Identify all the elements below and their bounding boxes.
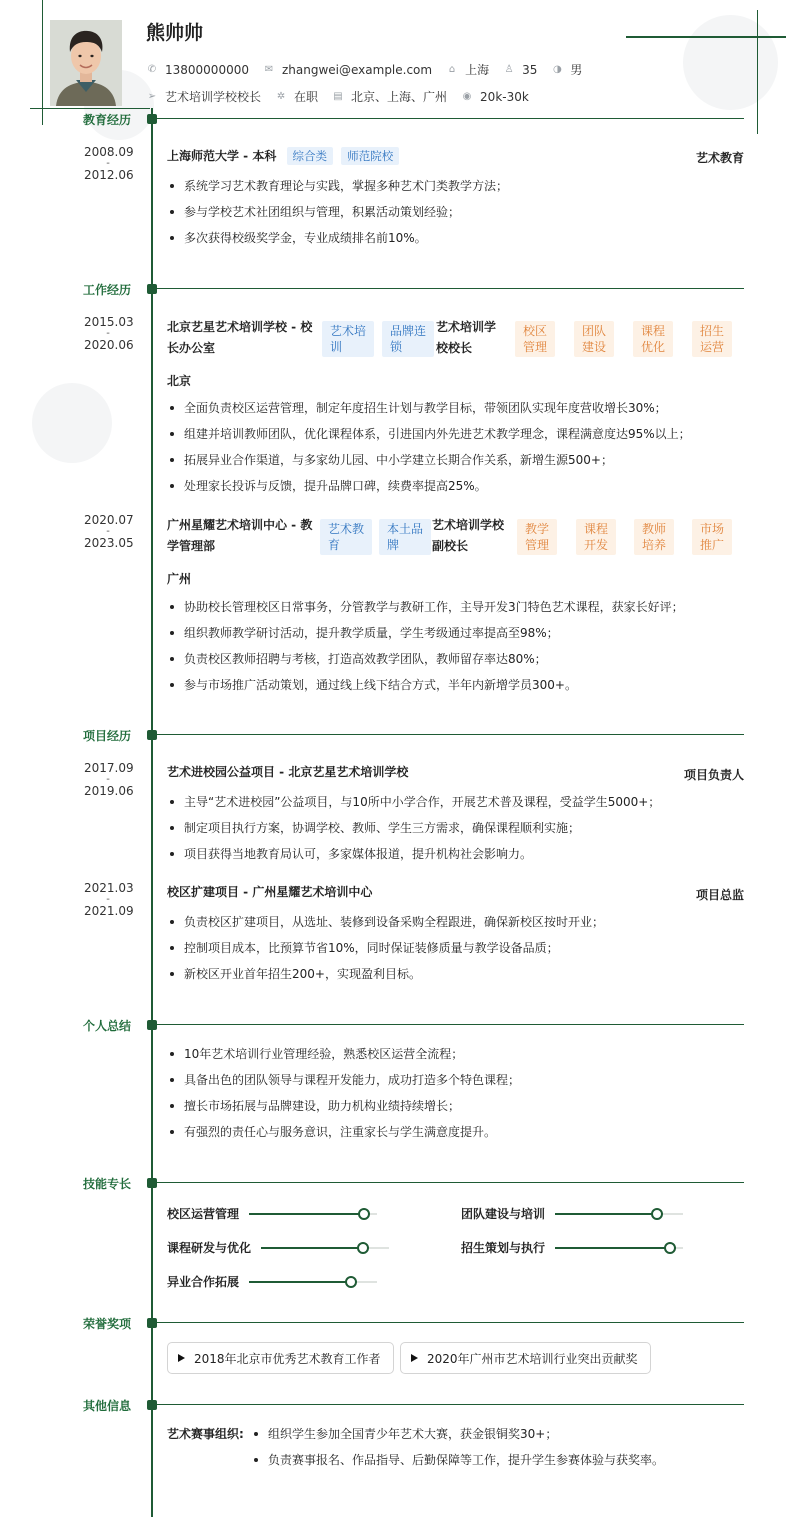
- date-sep: -: [106, 158, 110, 169]
- school-name: 上海师范大学 - 本科: [167, 149, 277, 163]
- school-tag: 师范院校: [341, 147, 399, 165]
- project-date: [84, 762, 132, 797]
- company-tag: [322, 321, 374, 357]
- section-divider: [157, 734, 744, 735]
- skill-name: 招生策划与执行: [461, 1241, 546, 1255]
- play-icon: [411, 1354, 418, 1362]
- section-divider: [157, 1182, 744, 1183]
- date-end: 2023.05: [84, 536, 134, 550]
- skill-tag: [515, 321, 555, 357]
- phone-value: 13800000000: [165, 62, 249, 77]
- skill-name: 团队建设与培训: [461, 1207, 546, 1221]
- project-bullets: [167, 909, 747, 987]
- status-item: [275, 88, 318, 105]
- tag-line: 牌: [387, 538, 400, 552]
- decor-circle-top-right: [683, 15, 778, 110]
- skill-tag: [517, 519, 557, 555]
- skill-fill: [249, 1213, 364, 1215]
- section-title: 工作经历: [83, 283, 132, 297]
- age-icon: ♙: [504, 63, 514, 75]
- list-item: 系统学习艺术教育理论与实践，掌握多种艺术门类教学方法；: [167, 173, 747, 199]
- tag-line: 管理: [523, 340, 548, 354]
- skill-item: [461, 1239, 683, 1256]
- tag-line: 推广: [700, 538, 725, 552]
- skill-fill: [555, 1213, 657, 1215]
- money-icon: ◉: [462, 90, 472, 102]
- skill-tag: [574, 321, 614, 357]
- list-item: 控制项目成本，比预算节省10%，同时保证装修质量与教学设备品质；: [167, 935, 747, 961]
- avatar: [50, 20, 122, 106]
- section-divider: [157, 118, 744, 119]
- skill-fill: [261, 1247, 363, 1249]
- list-item: 擅长市场拓展与品牌建设，助力机构业绩持续增长；: [167, 1093, 747, 1119]
- skill-name: 课程研发与优化: [167, 1241, 252, 1255]
- skill-bar: [249, 1281, 377, 1283]
- list-item: 具备出色的团队领导与课程开发能力，成功打造多个特色课程；: [167, 1067, 747, 1093]
- skill-fill: [555, 1247, 670, 1249]
- honor-text: 2020年广州市艺术培训行业突出贡献奖: [427, 1351, 638, 1366]
- section-marker: [147, 1318, 157, 1328]
- role-line: 副校长: [432, 539, 469, 553]
- decor-line: [42, 0, 43, 125]
- skill-name: 异业合作拓展: [167, 1275, 240, 1289]
- date-end: 2019.06: [84, 784, 134, 798]
- work-city: 广州: [167, 572, 192, 586]
- date-sep: -: [106, 526, 110, 537]
- age-item: [503, 63, 537, 77]
- company-name-line: 广州星耀艺术培训中心 - 教: [167, 518, 313, 532]
- tag-line: 培养: [642, 538, 667, 552]
- tag-line: 艺术培: [330, 324, 367, 338]
- tag-line: 艺术教: [328, 522, 365, 536]
- skill-bar: [555, 1247, 683, 1249]
- section-title: 其他信息: [83, 1399, 132, 1413]
- work-date: [84, 514, 132, 549]
- skill-bar: [249, 1213, 377, 1215]
- section-marker: [147, 114, 157, 124]
- tag-line: 育: [328, 538, 341, 552]
- skill-knob: [345, 1276, 357, 1288]
- position-value: 艺术培训学校校长: [165, 90, 262, 104]
- intent-row: [146, 88, 543, 105]
- send-icon: ➢: [147, 90, 157, 102]
- other-label: 艺术赛事组织:: [167, 1427, 244, 1441]
- project-date: [84, 882, 132, 917]
- job-role: [432, 515, 504, 557]
- tag-line: 品牌连: [390, 324, 427, 338]
- date-end: 2012.06: [84, 168, 134, 182]
- tag-line: 教学: [525, 522, 550, 536]
- date-end: 2020.06: [84, 338, 134, 352]
- skill-item: [167, 1273, 377, 1290]
- decor-line: [626, 36, 786, 38]
- section-title: 荣誉奖项: [83, 1317, 132, 1331]
- email-value: zhangwei@example.com: [281, 62, 433, 77]
- salary-item: [461, 90, 529, 104]
- skill-item: [461, 1205, 683, 1222]
- work-bullets: [167, 395, 747, 499]
- date-start: 2021.03: [84, 881, 134, 895]
- company-tag: [382, 321, 434, 357]
- section-title: 技能专长: [83, 1177, 132, 1191]
- email-item: [263, 63, 432, 77]
- company-tag: [320, 519, 372, 555]
- decor-line: [30, 108, 150, 109]
- section-marker: [147, 1020, 157, 1030]
- date-sep: -: [106, 774, 110, 785]
- target-cities-value: 北京、上海、广州: [351, 90, 448, 104]
- skill-item: [167, 1239, 389, 1256]
- project-bullets: [167, 789, 747, 867]
- work-city: 北京: [167, 374, 192, 388]
- skill-bar: [261, 1247, 389, 1249]
- tag-line: 开发: [584, 538, 609, 552]
- city-item: [446, 61, 489, 78]
- tag-line: 锁: [390, 340, 403, 354]
- play-icon: [178, 1354, 185, 1362]
- company-tag: [379, 519, 431, 555]
- list-item: 协助校长管理校区日常事务，分管教学与教研工作，主导开发3门特色艺术课程，获家长好评；: [167, 594, 747, 620]
- date-sep: -: [106, 894, 110, 905]
- company-heading: [167, 515, 322, 557]
- section-divider: [157, 1322, 744, 1323]
- education-bullets: [167, 173, 747, 251]
- list-item: 处理家长投诉与反馈，提升品牌口碑，续费率提高25%。: [167, 473, 747, 499]
- skill-tag: [576, 519, 616, 555]
- date-start: 2008.09: [84, 145, 134, 159]
- gear-icon: ✲: [276, 90, 286, 102]
- candidate-name: 熊帅帅: [146, 22, 204, 44]
- section-marker: [147, 284, 157, 294]
- skill-knob: [651, 1208, 663, 1220]
- list-item: 多次获得校级奖学金，专业成绩排名前10%。: [167, 225, 747, 251]
- building-icon: ▤: [333, 90, 343, 102]
- home-icon: ⌂: [448, 63, 456, 75]
- company-name-line: 北京艺星艺术培训学校 - 校: [167, 320, 313, 334]
- skill-tag: [692, 519, 732, 555]
- gender-item: [551, 61, 582, 78]
- decor-line: [757, 10, 758, 134]
- avatar-portrait: [50, 20, 122, 106]
- honor-item: [167, 1342, 394, 1374]
- tag-line: 团队: [582, 324, 607, 338]
- section-divider: [157, 1024, 744, 1025]
- job-role: [436, 317, 496, 359]
- contact-row: [146, 61, 596, 78]
- tag-line: 校区: [523, 324, 548, 338]
- list-item: 有强烈的责任心与服务意识，注重家长与学生满意度提升。: [167, 1119, 747, 1145]
- list-item: 参与市场推广活动策划，通过线上线下结合方式，半年内新增学员300+。: [167, 672, 747, 698]
- list-item: 全面负责校区运营管理，制定年度招生计划与教学目标，带领团队实现年度营收增长30%；: [167, 395, 747, 421]
- list-item: 10年艺术培训行业管理经验，熟悉校区运营全流程；: [167, 1041, 747, 1067]
- list-item: 负责赛事报名、作品指导、后勤保障等工作，提升学生参赛体验与获奖率。: [251, 1447, 751, 1473]
- role-line: 校校长: [436, 341, 473, 355]
- tag-line: 课程: [641, 324, 666, 338]
- city-value: 上海: [465, 63, 490, 77]
- tag-line: 市场: [700, 522, 725, 536]
- tag-line: 训: [330, 340, 343, 354]
- list-item: 新校区开业首年招生200+，实现盈利目标。: [167, 961, 747, 987]
- list-item: 参与学校艺术社团组织与管理，积累活动策划经验；: [167, 199, 747, 225]
- role-line: 艺术培训学校: [432, 518, 505, 532]
- project-role: 项目负责人: [683, 768, 744, 782]
- section-divider: [157, 1404, 744, 1405]
- position-item: [146, 88, 261, 105]
- work-bullets: [167, 594, 747, 698]
- salary-value: 20k-30k: [480, 89, 529, 104]
- list-item: 主导“艺术进校园”公益项目，与10所中小学合作，开展艺术普及课程，受益学生5000+；: [167, 789, 747, 815]
- skill-knob: [664, 1242, 676, 1254]
- mail-icon: ✉: [264, 63, 274, 75]
- role-line: 艺术培训学: [436, 320, 497, 334]
- status-value: 在职: [294, 90, 319, 104]
- skill-tag: [692, 321, 732, 357]
- list-item: 负责校区扩建项目，从选址、装修到设备采购全程跟进，确保新校区按时开业；: [167, 909, 747, 935]
- date-end: 2021.09: [84, 904, 134, 918]
- list-item: 组织学生参加全国青少年艺术大赛，获金银铜奖30+；: [251, 1421, 751, 1447]
- tag-line: 运营: [700, 340, 725, 354]
- section-title: 项目经历: [83, 729, 132, 743]
- section-divider: [157, 288, 744, 289]
- section-title: 个人总结: [83, 1019, 132, 1033]
- skill-item: [167, 1205, 377, 1222]
- section-title: 教育经历: [83, 113, 132, 127]
- tag-line: 招生: [700, 324, 725, 338]
- tag-line: 教师: [642, 522, 667, 536]
- list-item: 制定项目执行方案，协调学校、教师、学生三方需求，确保课程顺利实施；: [167, 815, 747, 841]
- skill-tag: [633, 321, 673, 357]
- skill-name: 校区运营管理: [167, 1207, 240, 1221]
- list-item: 组织教师教学研讨活动，提升教学质量，学生考级通过率提高至98%；: [167, 620, 747, 646]
- skill-knob: [358, 1208, 370, 1220]
- company-name-line: 学管理部: [167, 539, 216, 553]
- tag-line: 优化: [641, 340, 666, 354]
- age-value: 35: [522, 62, 538, 77]
- work-date: [84, 316, 132, 351]
- company-heading: [167, 317, 322, 359]
- list-item: 项目获得当地教育局认可，多家媒体报道，提升机构社会影响力。: [167, 841, 747, 867]
- phone-item: [146, 63, 249, 77]
- tag-line: 本土品: [387, 522, 424, 536]
- honor-item: [400, 1342, 651, 1374]
- date-start: 2020.07: [84, 513, 134, 527]
- school-heading: [167, 146, 399, 167]
- date-start: 2017.09: [84, 761, 134, 775]
- section-marker: [147, 1178, 157, 1188]
- education-date: [84, 146, 132, 181]
- list-item: 组建并培训教师团队，优化课程体系，引进国内外先进艺术教学理念，课程满意度达95%以上；: [167, 421, 747, 447]
- section-marker: [147, 1400, 157, 1410]
- date-start: 2015.03: [84, 315, 134, 329]
- timeline-line: [151, 108, 153, 1517]
- skill-knob: [357, 1242, 369, 1254]
- decor-circle-left: [32, 383, 112, 463]
- other-bullets: [251, 1421, 751, 1473]
- phone-icon: ✆: [147, 63, 157, 75]
- skill-tag: [634, 519, 674, 555]
- company-name-line: 长办公室: [167, 341, 216, 355]
- gender-icon: ◑: [553, 63, 562, 75]
- summary-bullets: [167, 1041, 747, 1145]
- major: 艺术教育: [695, 151, 744, 165]
- tag-line: 课程: [584, 522, 609, 536]
- project-role: 项目总监: [695, 888, 744, 902]
- project-heading: 校区扩建项目 - 广州星耀艺术培训中心: [167, 885, 373, 899]
- honor-text: 2018年北京市优秀艺术教育工作者: [194, 1351, 381, 1366]
- gender-value: 男: [570, 63, 583, 77]
- tag-line: 管理: [525, 538, 550, 552]
- school-tag: 综合类: [287, 147, 334, 165]
- tag-line: 建设: [582, 340, 607, 354]
- target-cities-item: [332, 88, 447, 105]
- skill-bar: [555, 1213, 683, 1215]
- list-item: 负责校区教师招聘与考核，打造高效教学团队，教师留存率达80%；: [167, 646, 747, 672]
- project-heading: 艺术进校园公益项目 - 北京艺星艺术培训学校: [167, 765, 409, 779]
- section-marker: [147, 730, 157, 740]
- list-item: 拓展异业合作渠道，与多家幼儿园、中小学建立长期合作关系，新增生源500+；: [167, 447, 747, 473]
- date-sep: -: [106, 328, 110, 339]
- skill-fill: [249, 1281, 351, 1283]
